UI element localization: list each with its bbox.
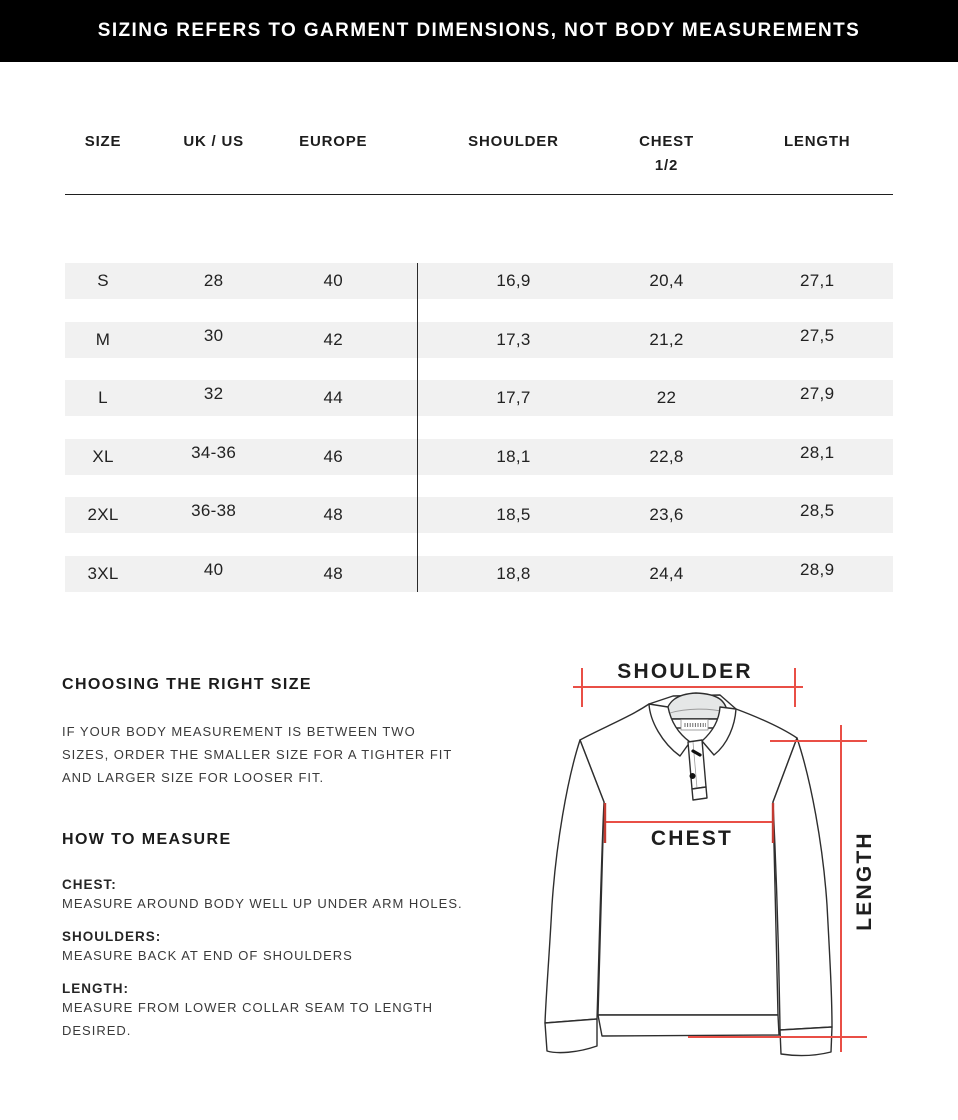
cell-shoulder: 18,1	[496, 446, 531, 466]
measure-length-label: LENGTH:	[62, 981, 129, 996]
cell-length: 27,9	[800, 384, 835, 403]
cell-uk-us: 28	[203, 271, 224, 290]
table-row-s	[65, 263, 893, 299]
cell-europe: 48	[323, 563, 343, 583]
cell-shoulder: 17,3	[496, 329, 531, 349]
measure-item-length: LENGTH: MEASURE FROM LOWER COLLAR SEAM TO LENGTH DESIRED.	[62, 981, 434, 1038]
placket-button-bottom	[690, 773, 696, 779]
header-cell-shoulder: SHOULDER	[468, 133, 559, 150]
cell-uk-us: 36-38	[191, 501, 237, 520]
cell-length: 28,9	[800, 559, 835, 579]
cell-chest-half: 23,6	[649, 505, 684, 524]
header-cell-chest-sub: 1/2	[654, 157, 679, 174]
cell-length: 27,1	[800, 271, 835, 290]
table-row-xl	[65, 439, 893, 475]
cell-shoulder: 18,8	[496, 563, 531, 583]
cell-europe: 40	[323, 271, 343, 290]
table-row-3xl	[65, 556, 893, 592]
cell-chest-half: 21,2	[649, 329, 684, 349]
cell-chest-half: 22,8	[649, 446, 684, 466]
cell-uk-us: 34-36	[191, 442, 237, 462]
cell-length: 27,5	[800, 325, 835, 345]
cell-size: M	[95, 329, 111, 349]
measure-item-chest	[62, 877, 463, 915]
size-diagram	[530, 655, 958, 1065]
measure-chest-label: CHEST:	[62, 877, 117, 892]
measure-length-text: MEASURE FROM LOWER COLLAR SEAM TO LENGTH	[62, 1000, 434, 1015]
sizing-note-banner	[0, 0, 958, 62]
cell-uk-us: 40	[203, 559, 224, 579]
header-cell-size: SIZE	[84, 133, 122, 150]
sizing-note-text: SIZING REFERS TO GARMENT DIMENSIONS, NOT BODY MEASUREMENTS	[97, 20, 861, 41]
shirt-right-sleeve	[773, 738, 832, 1030]
table-row-2xl	[65, 497, 893, 533]
cell-length: 28,5	[800, 501, 835, 520]
cell-shoulder: 17,7	[496, 388, 531, 407]
shirt-placket-bottom	[692, 787, 707, 800]
cell-uk-us: 30	[203, 325, 224, 345]
choosing-size-heading: CHOOSING THE RIGHT SIZE	[62, 676, 312, 693]
polo-shirt-illustration	[545, 693, 832, 1055]
shirt-left-cuff	[545, 1019, 597, 1053]
cell-shoulder: 18,5	[496, 505, 531, 524]
measure-chest-text: MEASURE AROUND BODY WELL UP UNDER ARM HOLES.	[62, 896, 463, 911]
shirt-placket	[688, 740, 706, 789]
diagram-shoulder-label: SHOULDER	[617, 660, 753, 683]
measure-shoulders-label: SHOULDERS:	[62, 929, 162, 944]
cell-size: XL	[92, 446, 114, 466]
cell-uk-us: 32	[203, 384, 224, 403]
table-row-m	[65, 322, 893, 358]
column-divider-line	[417, 263, 418, 592]
choosing-size-text: IF YOUR BODY MEASUREMENT IS BETWEEN TWO SIZES, ORDER THE SMALLER SIZE FOR A TIGHTER FIT AND LARGER SIZE FOR LOOSER FIT.	[62, 724, 453, 785]
shirt-hem-band	[598, 1015, 779, 1036]
size-table-rows	[65, 263, 893, 614]
cell-chest-half: 24,4	[649, 563, 684, 583]
size-table-header	[65, 118, 893, 176]
cell-size: L	[98, 388, 108, 407]
measure-item-shoulders	[62, 929, 353, 967]
shirt-right-cuff	[780, 1027, 832, 1055]
measure-shoulders-text: MEASURE BACK AT END OF SHOULDERS	[62, 948, 353, 963]
cell-europe: 48	[323, 505, 343, 524]
header-rule	[65, 194, 893, 195]
table-row-l	[65, 380, 893, 416]
cell-size: S	[97, 271, 109, 290]
size-table	[65, 118, 893, 583]
diagram-chest-label: CHEST	[650, 827, 734, 850]
cell-europe: 46	[323, 446, 343, 466]
cell-europe: 44	[323, 388, 343, 407]
diagram-length-label: LENGTH	[853, 831, 876, 931]
header-cell-chest-half: CHEST 1/2	[639, 133, 694, 174]
how-to-measure-heading: HOW TO MEASURE	[62, 831, 232, 848]
cell-chest-half: 20,4	[649, 271, 684, 290]
cell-size: 3XL	[87, 563, 119, 583]
cell-chest-half: 22	[656, 388, 677, 407]
cell-size: 2XL	[87, 505, 119, 524]
header-cell-length: LENGTH	[783, 133, 851, 150]
shirt-left-sleeve	[545, 740, 604, 1023]
cell-shoulder: 16,9	[496, 271, 531, 290]
cell-europe: 42	[323, 329, 343, 349]
header-cell-uk-us: UK / US	[183, 133, 244, 150]
header-cell-europe: EUROPE	[299, 133, 368, 150]
cell-length: 28,1	[800, 442, 835, 462]
